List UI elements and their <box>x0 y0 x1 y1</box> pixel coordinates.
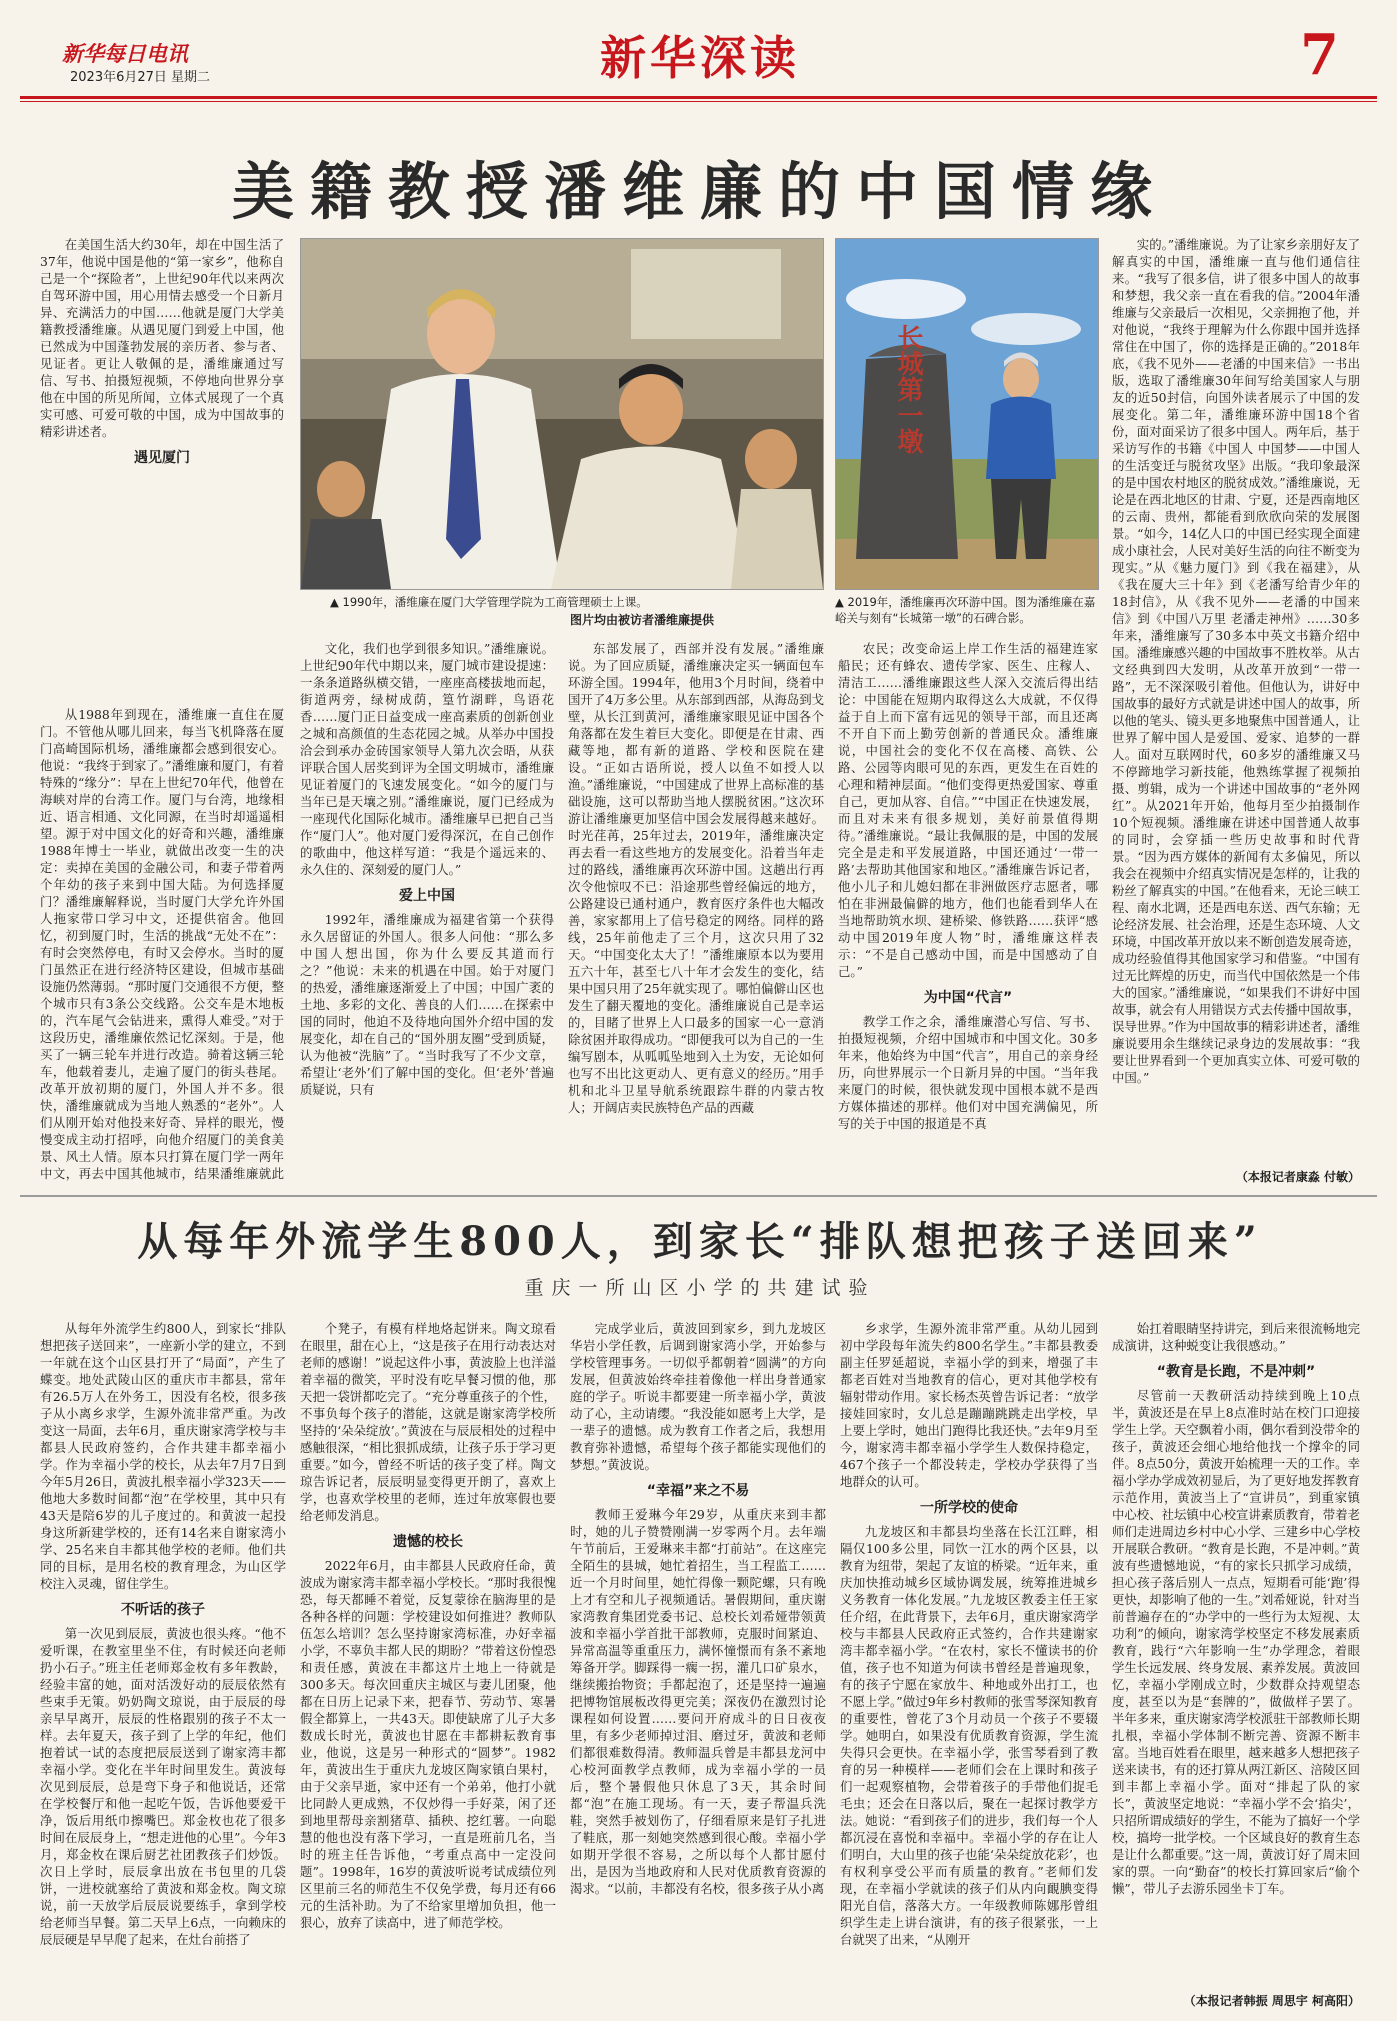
story2-body-4: 乡求学，生源外流非常严重。从幼儿园到初中学段每年流失约800名学生。”丰都县教委副主任罗延超说，幸福小学的到来，增强了丰都老百姓对当地教育的信心，更对其他学校有辐射带动作用。家长杨杰英曾告诉记者：“放学接娃回家时，女儿总是蹦蹦跳跳走出学校，早上要上学时，她出门跑得比我还快。”去年9月至今，谢家湾丰都幸福小学学生人数保持稳定，467个孩子一个都没转走，学校办学获得了当地群众的认可。 <box>840 1321 1098 1489</box>
story2-column-1 <box>40 1320 286 2010</box>
story1-body-2: 文化，我们也学到很多知识。”潘维廉说。上世纪90年代中期以来，厦门城市建设提速：一条条道路纵横交错，一座座高楼拔地而起，街道两旁，绿树成荫，篁竹湖畔，鸟语花香……厦门正日益变成一座高素质的创新创业之城和高颜值的生态花园之城。从举办中国投洽会到承办金砖国家领导人第九次会晤，从获评联合国人居奖到评为全国文明城市，潘维廉见证着厦门的飞速发展变化。“如今的厦门与当年已是天壤之别。”潘维廉说，厦门已经成为一座现代化国际化城市。潘维廉早已把自己当作“厦门人”。他对厦门爱得深沉，在自己创作的歌曲中，他这样写道：“我是个遥远来的、永久住的、深刻爱的厦门人。” <box>300 641 554 877</box>
story2-lead: 从每年外流学生约800人，到家长“排队想把孩子送回来”，一座新小学的建立，不到一年就在这个山区县打开了“局面”，产生了蝶变。地处武陵山区的重庆市丰都县，常年有26.5万人在外务工，因没有名校，很多孩子从小离乡求学，生源外流非常严重。为改变这一局面，去年6月，重庆谢家湾学校与丰都县人民政府签约，合作共建丰都幸福小学。作为幸福小学的校长，从去年7月7日到今年5月26日，黄波扎根幸福小学323天——他地大多数时间都“泡”在学校里，其中只有43天是陪6岁的儿子度过的。和黄波一起投身这所新建学校的，还有14名来自谢家湾小学、25名来自丰都其他学校的老师。他们共同的目标，是用名校的教育理念，为山区学校注入灵魂，留住学生。 <box>40 1321 286 1591</box>
story1-column-1 <box>40 236 284 706</box>
photo-caption-1: ▲ 1990年，潘维廉在厦门大学管理学院为工商管理硕士上课。 <box>330 595 648 609</box>
svg-text:长城第一墩: 长城第一墩 <box>893 324 923 454</box>
story2-column-3 <box>570 1320 826 2010</box>
story1-column-1b <box>40 706 284 1184</box>
story1-column-4 <box>838 640 1098 1185</box>
story2-column-2 <box>300 1320 556 2010</box>
story1-subhead-1: 遇见厦门 <box>134 450 190 466</box>
story1-headline: 美籍教授潘维廉的中国情缘 <box>231 155 1168 228</box>
photo-credit: 图片均由被访者潘维廉提供 <box>570 613 715 627</box>
story2-body-2b: 2022年6月，由丰都县人民政府任命，黄波成为谢家湾丰都幸福小学校长。“那时我很愧恐，每天都睡不着觉，反复蒙徐在脑海里的是各种各样的问题：学校建设如何推进？教师队伍怎么培训？怎么坚持谢家湾标准，办好幸福小学，不辜负丰都人民的期盼？”带着这份惶恐和责任感，黄波在丰都这片土地上一待就是300多天。每次回重庆主城区与妻儿团聚，他都在日历上记录下来，把春节、劳动节、寒暑假全都算上，一共43天。即使缺席了儿子大多数成长时光，黄波也甘愿在丰都耕耘教育事业，他说，这是另一种形式的“圆梦”。1982年，黄波出生于重庆九龙坡区陶家镇白果村，由于父亲早逝，家中还有一个弟弟，他打小就比同龄人更成熟，不仅炒得一手好菜，闲了还到地里帮母亲割猪草、插秧、挖红薯。一向聪慧的他也没有落下学习，一直是班前几名，当时的班主任告诉他，“考重点高中一定没问题”。1998年，16岁的黄波听说考试成绩位列区里前三名的师范生不仅免学费，每月还有66元的生活补助。为了不给家里增加负担，他一狠心，放弃了读高中，进了师范学校。 <box>300 1558 556 1930</box>
masthead-logo: 新华每日电讯 <box>62 41 188 66</box>
story2-column-5 <box>1112 1320 1360 1988</box>
story2-subhead-4: 一所学校的使命 <box>920 1500 1018 1516</box>
story2-body-3: 完成学业后，黄波回到家乡，到九龙坡区华岩小学任教，后调到谢家湾小学，开始参与学校管理事务。一切似乎都朝着“圆满”的方向发展，但黄波始终牵挂着像他一样出身普通家庭的学子。听说丰都要建一所幸福小学，黄波动了心，主动请缨。“我没能如愿考上大学，是一辈子的遗憾。成为教育工作者之后，我想用教育弥补遗憾，希望每个孩子都能实现他们的梦想。”黄波说。 <box>570 1321 826 1472</box>
story1-column-3 <box>568 640 824 1185</box>
masthead-rule <box>20 96 1377 99</box>
story1-body-5: 实的。”潘维廉说。为了让家乡亲朋好友了解真实的中国，潘维廉一直与他们通信往来。“我写了很多信，讲了很多中国人的故事和梦想，我父亲一直在看我的信。”2004年潘维廉与父亲最后一次相见，父亲拥抱了他，并对他说，“我终于理解为什么你跟中国并选择常住在中国了，你的选择是正确的。”2018年底，《我不见外——老潘的中国来信》一书出版，选取了潘维廉30年间写给美国家人与朋友的近50封信，向国外读者展示了中国的发展变化。第二年，潘维廉环游中国18个省份，面对面采访了很多中国人。两年后，基于采访写作的书籍《中国人 中国梦——中国人的生活变迁与脱贫攻坚》出版。“我印象最深的是中国农村地区的脱贫成效。”潘维廉说，无论是在西北地区的甘肃、宁夏，还是西南地区的云南、贵州，都能看到欣欣向荣的发展图景。“如今，14亿人口的中国已经实现全面建成小康社会，人民对美好生活的向往不断变为现实。”从《魅力厦门》到《我在福建》，从《我在厦大三十年》到《老潘写给青少年的18封信》，从《我不见外——老潘的中国来信》到《中国八万里 老潘走神州》……30多年来，潘维廉写了30多本中英文书籍介绍中国。潘维廉感兴趣的中国故事不胜枚举。从古文经典到四大发明，从改革开放到“一带一路”，无不深深吸引着他。但他认为，讲好中国故事的最好方式就是讲述中国人的故事，所以他的笔头、镜头更多地聚焦中国普通人，让世界了解中国人是爱国、爱家、追梦的一群人。面对互联网时代，60多岁的潘维廉又马不停蹄地学习新技能，他熟练掌握了视频拍摄、剪辑，成为一个讲述中国故事的“老外网红”。从2021年开始，他每月至少拍摄制作10个短视频。潘维廉在讲述中国普通人故事的同时，会穿插一些历史故事和时代背景。“因为西方媒体的新闻有太多偏见，所以我会在视频中介绍真实情况是怎样的，让我的粉丝了解真实的中国。”在他看来，无论三峡工程、南水北调，还是西电东送、西气东输；无论经济发展、社会治理，还是生态环境、人文环境，中国改革开放以来不断创造发展奇迹，成功经验值得其他国家学习和借鉴。“中国有过无比辉煌的历史，而当代中国依然是一个伟大的国家。”潘维廉说，“如果我们不讲好中国故事，就会有人用错误方式去传播中国故事，误导世界。”作为中国故事的精彩讲述者，潘维廉说要用余生继续记录身边的发展故事：“我要让世界看到一个更加真实立体、可爱可敬的中国。” <box>1112 237 1360 1085</box>
classroom-photo <box>300 238 824 590</box>
masthead-rule-thin <box>20 101 1377 102</box>
story2-body-2: 个凳子，有模有样地烙起饼来。陶文琼看在眼里，甜在心上，“这是孩子在用行动表达对老师的感谢！”说起这件小事，黄波脸上也洋溢着幸福的微笑，平时没有吃早餐习惯的他，那天把一袋饼都吃完了。“充分尊重孩子的个性，不事负每个孩子的潜能，这就是谢家湾学校所坚持的‘朵朵绽放’。”黄波在与辰辰相处的过程中感触很深，“相比狠抓成绩，让孩子乐于学习更重要。”如今，曾经不听话的孩子变了样。陶文琼告诉记者，辰辰明显变得更开朗了，喜欢上学，也喜欢学校里的老师，连过年放寒假也要给老师发消息。 <box>300 1321 556 1523</box>
story2-headline: 从每年外流学生800人，到家长“排队想把孩子送回来” <box>137 1218 1263 1265</box>
story2-body-5b: 尽管前一天教研活动持续到晚上10点半，黄波还是在早上8点准时站在校门口迎接学生上学。天空飘着小雨，偶尔看到没带伞的孩子，黄波还会细心地给他找一个撑伞的同伴。8点50分，黄波开始梳理一天的工作。幸福小学办学成效初显后，为了更好地发挥教育示范作用，黄波当上了“宣讲员”，到重家镇中心校、社坛镇中心校宣讲素质教育，带着老师们走进周边乡村中心小学、三建乡中心学校开展联合教研。“教育是长跑，不是冲刺。”黄波有些遗憾地说，“有的家长只抓学习成绩，担心孩子落后别人一点点，短期看可能‘跑’得更快，却影响了他的一生。”刘希娅说，针对当前普遍存在的“办学中的一些行为太短视、太功利”的倾向，谢家湾学校坚定不移发展素质教育，践行“六年影响一生”办学理念，着眼学生长远发展、终身发展、素养发展。黄波回忆，幸福小学刚成立时，少数群众持观望态度，甚至以为是“套牌的”，做做样子罢了。半年多来，重庆谢家湾学校派驻干部教师长期扎根，幸福小学体制不断完善、资源不断丰富。当地百姓看在眼里，越来越多人想把孩子送来读书，有的还打算从两江新区、涪陵区回到丰都上幸福小学。面对“排起了队的家长”，黄波坚定地说：“幸福小学不会‘掐尖’，只招所谓成绩好的学生，不能为了搞好一个学校，搞垮一批学校。一个区域良好的教育生态是让什么都重要。”这一周，黄波订好了周末回家的票。一向“勤奋”的校长打算回家后“偷个懒”，带儿子去游乐园坐卡丁车。 <box>1112 1388 1360 1896</box>
story1-body-1: 从1988年到现在，潘维廉一直住在厦门。不管他从哪儿回来，每当飞机降落在厦门高崎国际机场，潘维廉都会感到很安心。他说：“我终于到家了。”潘维廉和厦门，有着特殊的“缘分”：早在上世纪70年代，他曾在海峡对岸的台湾工作。厦门与台湾，地缘相近、语言相通、文化同源，在当时却遥遥相望。源于对中国文化的好奇和兴趣，潘维廉1988年博士一毕业，就做出改变一生的决定：卖掉在美国的金融公司，和妻子带着两个年幼的孩子来到中国大陆。为何选择厦门？潘维廉解释说，当时厦门大学允许外国人拖家带口学习中文，还提供宿舍。他回忆，初到厦门时，生活的挑战“无处不在”：有时会突然停电，有时又会停水。当时的厦门虽然正在进行经济特区建设，但城市基础设施仍然薄弱。“那时厦门交通很不方便，整个城市只有3条公交线路。公交车是木地板的，汽车尾气会钻进来，熏得人难受。”对于这段历史，潘维廉依然记忆深刻。于是，他买了一辆三轮车并进行改造。骑着这辆三轮车，他载着妻儿，走遍了厦门的街头巷尾。改革开放初期的厦门，外国人并不多。很快，潘维廉就成为当地人熟悉的“老外”。人们从刚开始对他投来好奇、异样的眼光，慢慢变成主动打招呼，向他介绍厦门的美食美景、风土人情。原本只打算在厦门学一两年中文，再去中国其他城市，结果潘维廉就此 <box>40 707 284 1181</box>
story-divider <box>20 1195 1377 1197</box>
issue-date: 2023年6月27日 星期二 <box>70 70 211 85</box>
story1-body-4: 农民；改变命运上岸工作生活的福建连家船民；还有蜂农、遗传学家、医生、庄稼人、清洁工……潘维廉跟这些人深入交流后得出结论：中国能在短期内取得这么大成就，不仅得益于自上而下富有远见的领导干部，而且还离不开自下而上勤劳创新的普通民众。潘维廉说，中国社会的变化不仅在高楼、高铁、公路、公园等肉眼可见的东西，更发生在百姓的心理和精神层面。“他们变得更热爱国家、尊重自己，更加从容、自信。”“中国正在快速发展，而且对未来有很多规划，美好前景值得期待。”潘维廉说。“最让我佩服的是，中国的发展完全是走和平发展道路，中国还通过‘一带一路’去帮助其他国家和地区。”潘维廉告诉记者，他小儿子和儿媳妇都在非洲做医疗志愿者，哪怕在非洲最偏僻的地方，他们也能看到华人在当地帮助筑水坝、建桥梁、修铁路……获评“感动中国2019年度人物”时，潘维廉这样表示：“不是自己感动中国，而是中国感动了自己。” <box>838 641 1098 979</box>
story2-subhead-3: “幸福”来之不易 <box>646 1483 750 1499</box>
great-wall-stele-photo <box>835 238 1099 590</box>
story1-body-4b: 教学工作之余，潘维廉潜心写信、写书、拍摄短视频，介绍中国城市和中国文化。30多年来，他始终为中国“代言”，用自己的亲身经历，向世界展示一个日新月异的中国。“当年我来厦门的时候，很快就发现中国根本就不是西方媒体描述的那样。他们对中国充满偏见，所写的关于中国的报道是不真 <box>838 1014 1098 1131</box>
story1-body-2b: 1992年，潘维廉成为福建省第一个获得永久居留证的外国人。很多人问他：“那么多中国人想出国，你为什么要反其道而行之？”他说：未来的机遇在中国。始于对厦门的热爱，潘维廉逐渐爱上了中国；中国广袤的土地、多彩的文化、善良的人们……在探索中国的同时，他迫不及待地向国外介绍中国的发展变化，却在自己的“国外朋友圈”受到质疑，认为他被“洗脑”了。“当时我写了不少文章，希望让‘老外’们了解中国的变化。但‘老外’普遍质疑说，只有 <box>300 912 554 1097</box>
section-title: 新华深读 <box>600 31 800 85</box>
story2-subheadline: 重庆一所山区小学的共建试验 <box>524 1277 876 1299</box>
story2-body-3b: 教师王爱琳今年29岁，从重庆来到丰都时，她的儿子赞赞刚满一岁零两个月。去年端午节前后，王爱琳来丰都“打前站”。在这座完全陌生的县城，她忙着招生，当工程监工……近一个月时间里，她忙得像一颗陀螺，只有晚上才有空和儿子视频通话。暑假期间，重庆谢家湾教育集团党委书记、总校长刘希娅带领黄波和幸福小学首批干部教师，克服时间紧迫、异常高温等重重压力，满怀憧憬而有条不紊地筹备开学。脚踩得一瘸一拐，灌几口矿泉水，继续搬抬物资；手都起泡了，还是坚持一遍遍把博物馆展板改得更完美；深夜仍在激烈讨论课程如何设置……要问开府成斗的日日夜夜里，有多少老师掉过泪、磨过牙，黄波和老师们都很难数得清。教师温兵曾是丰都县龙河中心校河面教学点教师，成为幸福小学的一员后，整个暑假他只休息了3天，其余时间都“泡”在施工现场。有一天，妻子帮温兵洗鞋，突然手被划伤了，仔细看原来是钉子扎进了鞋底，那一刻她突然感到很心酸。幸福小学如期开学很不容易，之所以每个人都甘愿付出，是因为当地政府和人民对优质教育资源的渴求。“以前，丰都没有名校，很多孩子从小离 <box>570 1507 826 1896</box>
story1-column-5 <box>1112 236 1360 1166</box>
story2-byline: （本报记者韩振 周思宇 柯高阳） <box>1183 1994 1360 2008</box>
story2-body-1b: 第一次见到辰辰，黄波也很头疼。“他不爱听课，在教室里坐不住，有时候还向老师扔小石子。”班主任老师郑金枚有多年教龄，经验丰富的她，面对活泼好动的辰辰依然有些束手无策。奶奶陶文琼说，由于辰辰的母亲早早离开，辰辰的性格跟别的孩子不太一样。去年夏天，孩子到了上学的年纪，他们抱着试一试的态度把辰辰送到了谢家湾丰都幸福小学。变化在半年时间里发生。黄波每次见到辰辰，总是弯下身子和他说话，还常在学校餐厅和他一起吃午饭，告诉他要爱干净，饭后用纸巾擦嘴巴。郑金枚也花了很多时间在辰辰身上，“想走进他的心里”。今年3月，郑金枚在课后厨艺社团教孩子们炒饭。次日上学时，辰辰拿出放在书包里的几袋饼，一进校就塞给了黄波和郑金枚。陶文琼说，前一天放学后辰辰说要练手，拿到学校给老师当早餐。第二天早上6点，一向赖床的辰辰硬是早早爬了起来，在灶台前搭了 <box>40 1626 286 1947</box>
story2-subhead-1: 不听话的孩子 <box>121 1602 205 1618</box>
story1-byline: （本报记者康淼 付敏） <box>1235 1170 1360 1184</box>
stele-inscription <box>893 324 923 455</box>
photo-caption-2: ▲ 2019年，潘维廉再次环游中国。图为潘维廉在嘉峪关与刻有“长城第一墩”的石碑合影。 <box>835 595 1096 625</box>
story1-lead: 在美国生活大约30年，却在中国生活了37年，他说中国是他的“第一家乡”，他称自己是一个“探险者”，上世纪90年代以来两次自驾环游中国，用心用情去感受一个日新月异、充满活力的中国……他就是厦门大学美籍教授潘维廉。从遇见厦门到爱上中国，他已然成为中国蓬勃发展的亲历者、参与者、见证者。更让人敬佩的是，潘维廉通过写信、写书、拍摄短视频，不停地向世界分享他在中国的所见所闻，立体式展现了一个真实可感、可爱可敬的中国，成为中国故事的精彩讲述者。 <box>40 237 284 439</box>
story1-column-2 <box>300 640 554 1185</box>
page-number: 7 <box>1300 22 1339 88</box>
story2-subhead-5: “教育是长跑，不是冲刺” <box>1156 1364 1316 1380</box>
story1-body-3: 东部发展了，西部并没有发展。”潘维廉说。为了回应质疑，潘维廉决定买一辆面包车环游全国。1994年，他用3个月时间，绕着中国开了4万多公里。从东部到西部，从海岛到戈壁，从长江到黄河，潘维廉家眼见证中国各个角落都在发生着巨大变化。即便是在甘肃、西藏等地，都有新的道路、学校和医院在建设。“正如古语所说，授人以鱼不如授人以渔。”潘维廉说，“中国建成了世界上高标准的基础设施，这可以帮助当地人摆脱贫困。”这次环游让潘维廉更加坚信中国会发展得越来越好。时光荏苒，25年过去，2019年，潘维廉决定再去看一看这些地方的发展变化。沿着当年走过的路线，潘维廉再次环游中国。这趟出行再次令他惊叹不已：沿途那些曾经偏远的地方，公路建设已通村通户，教育医疗条件也大幅改善，家家都用上了信号稳定的网络。同样的路线，25年前他走了三个月，这次只用了32天。“中国变化太大了！”潘维廉原本以为要用五六十年，甚至七八十年才会发生的变化，结果中国只用了25年就实现了。哪怕偏僻山区也发生了翻天覆地的变化。潘维廉说自己是幸运的，目睹了世界上人口最多的国家一心一意消除贫困并取得成功。“即便我可以为自己的一生编写剧本，从呱呱坠地到入土为安，无论如何也写不出比这更动人、更有意义的经历。”用手机和北斗卫星导航系统跟踪牛群的内蒙古牧人；开阔店卖民族特色产品的西藏 <box>568 641 824 1115</box>
story1-subhead-3: 为中国“代言” <box>923 990 1013 1006</box>
story2-body-5: 始扛着眼睛坚持讲完，到后来很流畅地完成演讲，这种蜕变让我很感动。” <box>1112 1321 1360 1353</box>
story2-column-4 <box>840 1320 1098 2010</box>
story1-subhead-2: 爱上中国 <box>399 888 455 904</box>
story2-subhead-2: 遗憾的校长 <box>393 1534 463 1550</box>
story2-body-4b: 九龙坡区和丰都县均坐落在长江江畔，相隔仅100多公里，同饮一江水的两个区县，以教育为纽带，架起了友谊的桥梁。“近年来，重庆加快推动城乡区域协调发展，统筹推进城乡义务教育一体化发展。”九龙坡区教委主任王家任介绍，在此背景下，去年6月，重庆谢家湾学校与丰都县人民政府正式签约，合作共建谢家湾丰都幸福小学。“在农村，家长不懂读书的价值，孩子也不知道为何读书曾经是普遍现象，有的孩子宁愿在家放牛、种地或外出打工，也不愿上学。”做过9年乡村教师的张雪琴深知教育的重要性，曾花了3个月动员一个孩子不要辍学。她明白，如果没有优质教育资源，学生流失得只会更快。在幸福小学，张雪琴看到了教育的另一种模样——老师们会在上课时和孩子们一起观察植物，会带着孩子的手带他们捉毛毛虫；还会在日落以后，聚在一起探讨教学方法。她说：“看到孩子们的进步，我们每一个人都沉浸在喜悦和幸福中。幸福小学的存在让人们明白，大山里的孩子也能‘朵朵绽放花彩’，也有权利享受公平而有质量的教育。”老师们发现，在幸福小学就读的孩子们从内向靦腆变得阳光自信，落落大方。一年级教师陈娜彤曾组织学生走上讲台演讲，有的孩子很紧张，一上台就哭了出来，“从刚开 <box>840 1524 1098 1947</box>
